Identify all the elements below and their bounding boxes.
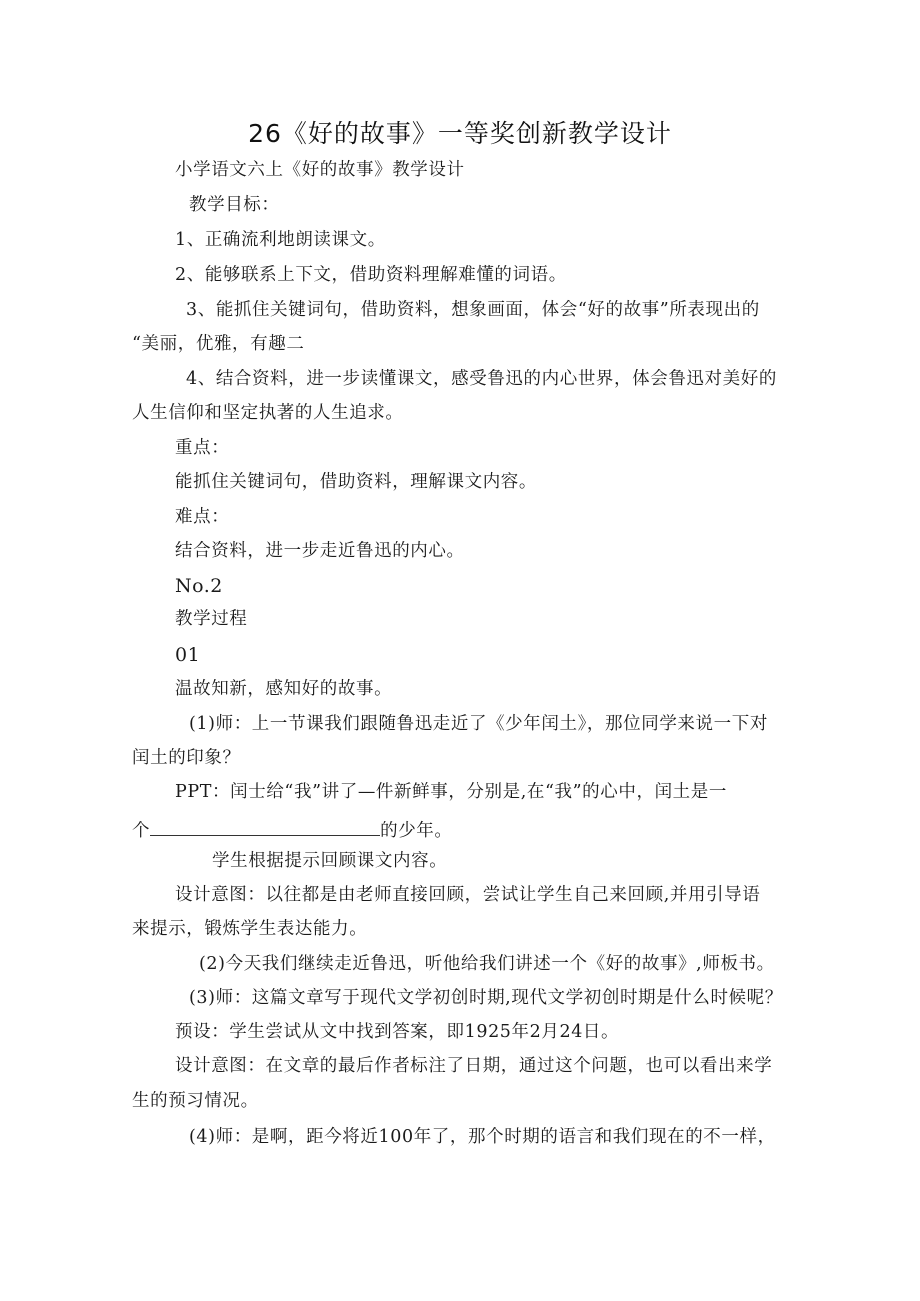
heading-objectives: 教学目标： [189, 195, 280, 215]
objective-4: 4、结合资料，进一步读懂课文，感受鲁迅的内心世界，体会鲁迅对美好的 [186, 369, 777, 389]
design-intent-2: 设计意图：在文章的最后作者标注了日期，通过这个问题，也可以看出来学 [175, 1056, 773, 1076]
step-number: 01 [175, 644, 201, 666]
difficulties-text: 结合资料，进一步走近鲁迅的内心。 [175, 541, 465, 561]
ppt-prompt-cont [132, 818, 453, 841]
step-3: (3)师：这篇文章写于现代文学初创时期,现代文学初创时期是什么时候呢？ [189, 988, 783, 1008]
ppt-prompt: PPT：闰士给“我”讲了—件新鲜事，分别是,在“我”的心中，闰土是一 [175, 782, 727, 802]
preset-answer: 预设：学生尝试从文中找到答案，即1925年2月24日。 [175, 1022, 620, 1042]
step-title: 温故知新，感知好的故事。 [175, 679, 393, 699]
fill-in-blank [150, 818, 380, 836]
subtitle: 小学语文六上《好的故事》教学设计 [175, 160, 465, 180]
ppt-prompt-suffix: 的少年。 [380, 821, 453, 841]
objective-3-cont: “美丽，优雅，有趣二 [132, 334, 305, 354]
key-points-text: 能抓住关键词句，借助资料，理解课文内容。 [175, 472, 537, 492]
objective-3: 3、能抓住关键词句，借助资料，想象画面，体会“好的故事”所表现出的 [186, 300, 760, 320]
design-intent-1-cont: 来提示，锻炼学生表达能力。 [132, 919, 368, 939]
step-1-cont: 闰土的印象？ [132, 748, 241, 768]
heading-process: 教学过程 [175, 609, 248, 629]
objective-2: 2、能够联系上下文，借助资料理解难懂的词语。 [175, 265, 567, 285]
design-intent-2-cont: 生的预习情况。 [132, 1091, 259, 1111]
step-4: (4)师：是啊，距今将近100年了，那个时期的语言和我们现在的不一样， [189, 1127, 776, 1147]
objective-1: 1、正确流利地朗读课文。 [175, 230, 386, 250]
section-number: No.2 [175, 575, 223, 597]
document-title: 26《好的故事》一等奖创新教学设计 [248, 119, 672, 148]
step-2: (2)今天我们继续走近鲁迅，听他给我们讲述一个《好的故事》,师板书。 [199, 954, 775, 974]
heading-difficulties: 难点： [175, 507, 230, 527]
objective-4-cont: 人生信仰和坚定执著的人生追求。 [132, 403, 404, 423]
ppt-prompt-prefix: 个 [132, 821, 151, 841]
design-intent-1: 设计意图：以往都是由老师直接回顾，尝试让学生自己来回顾,并用引导语 [175, 885, 761, 905]
heading-key-points: 重点： [175, 438, 230, 458]
step-1: (1)师：上一节课我们跟随鲁迅走近了《少年闰土》，那位同学来说一下对 [189, 714, 768, 734]
student-activity: 学生根据提示回顾课文内容。 [212, 851, 448, 871]
